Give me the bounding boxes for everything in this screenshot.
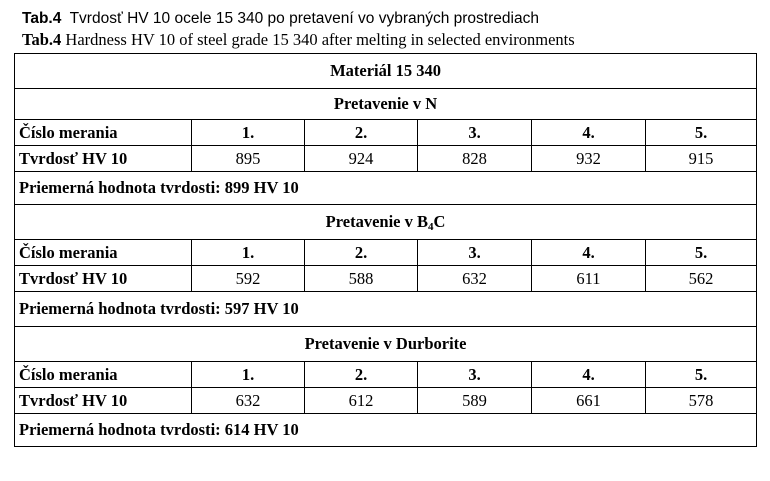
hardness-row-label: Tvrdosť HV 10	[15, 388, 192, 414]
hardness-value: 578	[646, 388, 757, 414]
measurement-number: 5.	[646, 120, 757, 146]
hardness-value: 612	[305, 388, 418, 414]
measurement-number: 1.	[192, 240, 305, 266]
material-title-row	[15, 54, 757, 89]
hardness-value: 611	[532, 266, 646, 292]
hardness-value: 632	[418, 266, 532, 292]
hardness-value: 932	[532, 146, 646, 172]
hardness-value: 915	[646, 146, 757, 172]
measurement-number: 1.	[192, 362, 305, 388]
measurement-number-row	[15, 362, 757, 388]
measurement-number: 3.	[418, 240, 532, 266]
measurement-number: 4.	[532, 362, 646, 388]
caption-english	[22, 30, 575, 50]
hardness-row-label: Tvrdosť HV 10	[15, 266, 192, 292]
caption-slovak-label: Tab.4	[22, 10, 62, 27]
hardness-value: 588	[305, 266, 418, 292]
hardness-value: 828	[418, 146, 532, 172]
caption-slovak	[22, 8, 539, 29]
hardness-value: 924	[305, 146, 418, 172]
hardness-row-label: Tvrdosť HV 10	[15, 146, 192, 172]
measurement-number: 2.	[305, 240, 418, 266]
hardness-values-row	[15, 146, 757, 172]
section-title: Pretavenie v $B_4C$	[15, 205, 757, 240]
measurement-number: 1.	[192, 120, 305, 146]
hardness-value: 589	[418, 388, 532, 414]
hardness-value: 632	[192, 388, 305, 414]
measurement-number: 2.	[305, 362, 418, 388]
section-title-row	[15, 205, 757, 240]
measurement-number: 3.	[418, 362, 532, 388]
hardness-values-row	[15, 388, 757, 414]
hardness-values-row	[15, 266, 757, 292]
average-hardness: Priemerná hodnota tvrdosti: 597 HV 10	[15, 292, 757, 327]
measurement-number-row	[15, 120, 757, 146]
measurement-number: 5.	[646, 240, 757, 266]
caption-english-text: Hardness HV 10 of steel grade 15 340 after melting in selected environments	[65, 30, 575, 49]
average-hardness: Priemerná hodnota tvrdosti: 899 HV 10	[15, 172, 757, 205]
measurement-number: 3.	[418, 120, 532, 146]
hardness-value: 895	[192, 146, 305, 172]
measurement-number: 5.	[646, 362, 757, 388]
section-title-row	[15, 327, 757, 362]
measurement-row-label: Číslo merania	[15, 120, 192, 146]
measurement-number: 2.	[305, 120, 418, 146]
material-title: Materiál 15 340	[15, 54, 757, 89]
measurement-row-label: Číslo merania	[15, 362, 192, 388]
hardness-value: 592	[192, 266, 305, 292]
section-title: Pretavenie v Durborite	[15, 327, 757, 362]
caption-slovak-text: Tvrdosť HV 10 ocele 15 340 po pretavení vo vybraných prostrediach	[69, 10, 539, 27]
section-title-row	[15, 89, 757, 120]
hardness-value: 562	[646, 266, 757, 292]
caption-english-label: Tab.4	[22, 30, 62, 49]
average-row	[15, 172, 757, 205]
measurement-row-label: Číslo merania	[15, 240, 192, 266]
hardness-value: 661	[532, 388, 646, 414]
average-row	[15, 414, 757, 447]
measurement-number-row	[15, 240, 757, 266]
section-title: Pretavenie v N	[15, 89, 757, 120]
measurement-number: 4.	[532, 120, 646, 146]
measurement-number: 4.	[532, 240, 646, 266]
hardness-table	[14, 53, 757, 447]
average-row	[15, 292, 757, 327]
average-hardness: Priemerná hodnota tvrdosti: 614 HV 10	[15, 414, 757, 447]
